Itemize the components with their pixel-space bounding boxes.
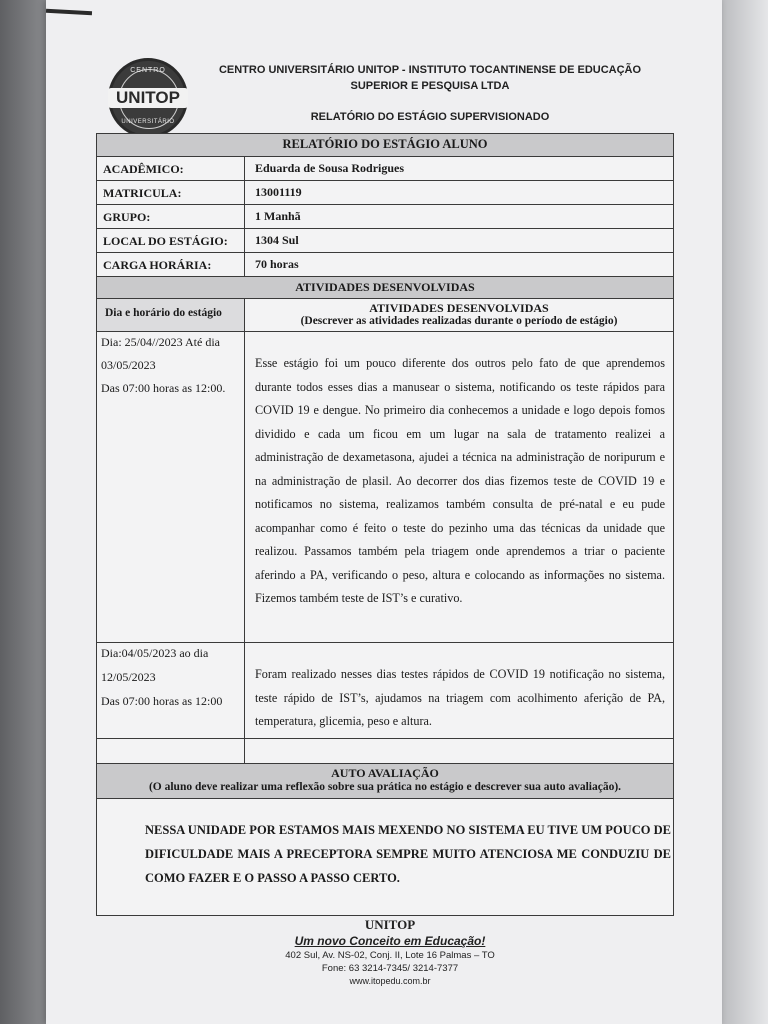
- activities-header-row: [97, 277, 673, 299]
- activity-description: Foram realizado nesses dias testes rápidos de COVID 19 notificação no sistema, teste rápido de IST’s, ajudamos na triagem com acolhimento aferição de PA, temperatura, glicemia, peso e altura.: [255, 667, 665, 728]
- field-row-matricula: [97, 181, 673, 205]
- institution-line-2: SUPERIOR E PESQUISA LTDA: [350, 80, 510, 92]
- field-label: LOCAL DO ESTÁGIO:: [103, 234, 228, 248]
- field-value: Eduarda de Sousa Rodrigues: [255, 161, 405, 175]
- activity-date-line: 03/05/2023: [101, 358, 156, 372]
- activity-date-cell: [97, 332, 245, 642]
- activity-description: Esse estágio foi um pouco diferente dos outros pelo fato de que aprendemos durante todos esses dias a manusear o sistema, notificando os teste rápidos para COVID 19 e dengue. No primeiro dia conhecemos a unidade e logo depois fomos dividido e cada um ficou em um lugar na sala de tratamento realizei a administração de dexametasona, ajudei a técnica na administração de noripurum e na administração de plasil. Ao decorrer dos dias fizemos teste de COVID 19 e notificamos no sistema, realizamos também consulta de pré-natal e eu pude acompanhar como é feito o teste do pezinho uma das técnicas da unidade que realizou. Passamos também pela triagem onde aprendemos a triar o paciente aferindo a PA, verificando o peso, altura e colocando as informações no sistema. Fizemos também teste de IST’s e curativo.: [255, 356, 665, 605]
- activities-columns-row: [97, 299, 673, 332]
- institution-line-1: CENTRO UNIVERSITÁRIO UNITOP - INSTITUTO TOCANTINENSE DE EDUCAÇÃO: [218, 64, 642, 76]
- field-row-carga-horaria: [97, 253, 673, 277]
- table-title-row: [97, 134, 673, 157]
- self-evaluation-text: NESSA UNIDADE POR ESTAMOS MAIS MEXENDO NO SISTEMA EU TIVE UM POUCO DE DIFICULDADE MAIS A PRECEPTORA SEMPRE MUITO ATENCIOSA ME CONDUZIU DE COMO FAZER E O PASSO A PASSO CERTO.: [145, 823, 671, 885]
- column-right-title: ATIVIDADES DESENVOLVIDAS: [369, 301, 549, 315]
- background-left: [0, 0, 46, 1024]
- activity-time-line: Das 07:00 horas as 12:00: [101, 694, 223, 708]
- field-value: 13001119: [255, 185, 302, 199]
- activities-header: ATIVIDADES DESENVOLVIDAS: [295, 280, 475, 294]
- field-label: ACADÊMICO:: [103, 162, 184, 176]
- footer-phone: Fone: 63 3214-7345/ 3214-7377: [321, 963, 459, 974]
- field-row-academico: [97, 157, 673, 181]
- field-label: MATRICULA:: [103, 186, 182, 200]
- footer-address: 402 Sul, Av. NS-02, Conj. II, Lote 16 Palmas – TO: [285, 950, 495, 961]
- logo-top-text: CENTRO: [130, 67, 166, 74]
- field-label: CARGA HORÁRIA:: [103, 258, 212, 272]
- field-row-grupo: [97, 205, 673, 229]
- self-evaluation-subtitle: (O aluno deve realizar uma reflexão sobre sua prática no estágio e descrever sua auto avaliação).: [148, 781, 622, 793]
- activity-date-cell: [97, 739, 245, 763]
- activity-time-line: Das 07:00 horas as 12:00.: [101, 381, 226, 395]
- self-evaluation-title: AUTO AVALIAÇÃO: [331, 766, 439, 780]
- field-value: 70 horas: [255, 257, 299, 271]
- footer-website: www.itopedu.com.br: [349, 976, 431, 986]
- footer-name: UNITOP: [364, 917, 416, 932]
- logo-name: UNITOP: [108, 88, 188, 108]
- activity-date-line: Dia:04/05/2023 ao dia: [101, 646, 209, 660]
- background-right: [722, 0, 768, 1024]
- report-title: RELATÓRIO DO ESTÁGIO SUPERVISIONADO: [310, 111, 550, 123]
- activity-date-line: 12/05/2023: [101, 670, 156, 684]
- logo-bottom-text: UNIVERSITÁRIO: [121, 119, 175, 125]
- activity-date-line: Dia: 25/04//2023 Até dia: [101, 335, 220, 349]
- activity-entry-2: [97, 643, 673, 739]
- field-label: GRUPO:: [103, 210, 151, 224]
- report-table: [96, 133, 674, 916]
- self-evaluation-header-row: [97, 764, 673, 799]
- field-value: 1304 Sul: [255, 233, 299, 247]
- activity-entry-1: [97, 332, 673, 643]
- column-right-subtitle: (Descrever as atividades realizadas durante o período de estágio): [300, 315, 618, 327]
- field-row-local: [97, 229, 673, 253]
- footer-slogan: Um novo Conceito em Educação!: [294, 934, 486, 948]
- activity-entry-empty: [97, 739, 673, 764]
- unitop-logo: [108, 58, 188, 138]
- field-value: 1 Manhã: [255, 209, 301, 223]
- column-left-header: Dia e horário do estágio: [105, 307, 222, 319]
- table-title: RELATÓRIO DO ESTÁGIO ALUNO: [282, 137, 488, 151]
